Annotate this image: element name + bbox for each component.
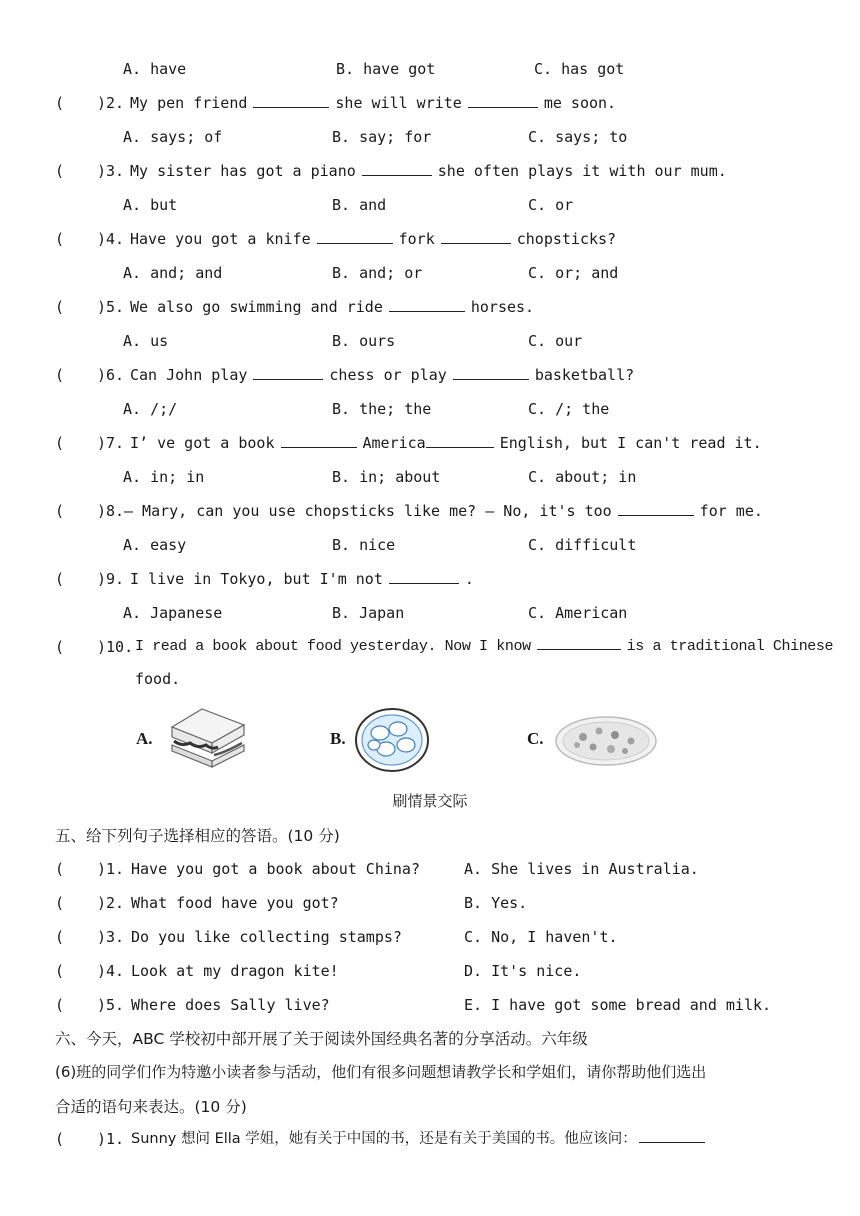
option-c: C. has got [534, 60, 625, 78]
q1-options [0, 52, 860, 86]
question-9-options [0, 596, 860, 630]
answer-blank[interactable] [281, 429, 357, 448]
answer-paren-open: ( [55, 860, 65, 878]
question-number: )1. [97, 860, 125, 878]
question-number: )5. [97, 298, 125, 316]
section-5-title: 五、给下列句子选择相应的答语。(10 分) [55, 827, 340, 845]
answer-paren-open: ( [55, 570, 65, 588]
answer-blank[interactable] [468, 89, 538, 108]
option-b: B. in; about [332, 468, 441, 486]
answer-blank[interactable] [389, 293, 465, 312]
option-b: B. nice [332, 536, 396, 554]
option-letter: C. [527, 729, 544, 748]
option-b: B. the; the [332, 400, 432, 418]
question-7-options [0, 460, 860, 494]
question-6-options [0, 392, 860, 426]
option-b: B. and [332, 196, 387, 214]
option-c: C. difficult [528, 536, 637, 554]
question-number: )4. [97, 962, 125, 980]
question-7 [0, 426, 860, 460]
answer-paren-open: ( [55, 928, 65, 946]
option-c: C. or [528, 196, 574, 214]
answer-blank[interactable] [389, 565, 459, 584]
answer-paren-open: ( [55, 1130, 65, 1148]
question-number: )3. [97, 162, 125, 180]
question-text: Do you like collecting stamps? [131, 928, 402, 946]
question-text: Where does Sally live? [131, 996, 330, 1014]
question-4 [0, 222, 860, 256]
question-stem: I live in Tokyo, but I'm not . [130, 562, 474, 596]
answer-paren-open: ( [55, 962, 65, 980]
answer-paren-open: ( [55, 894, 65, 912]
question-9 [0, 562, 860, 596]
question-10 [0, 630, 860, 664]
question-number: )2. [97, 94, 125, 112]
section-5-item [0, 852, 860, 886]
question-number: )10. [97, 638, 134, 656]
option-a: A. in; in [123, 468, 205, 486]
option-c: C. says; to [528, 128, 628, 146]
question-number: )1. [97, 1130, 125, 1148]
question-3 [0, 154, 860, 188]
option-a: A. but [123, 196, 178, 214]
question-5 [0, 290, 860, 324]
section-5-item [0, 886, 860, 920]
question-8-options [0, 528, 860, 562]
answer-paren-open: ( [55, 996, 65, 1014]
answer-option: B. Yes. [464, 894, 528, 912]
option-c: C. about; in [528, 468, 637, 486]
question-text: Look at my dragon kite! [131, 962, 339, 980]
picture-option-b [330, 705, 440, 775]
answer-paren-open: ( [55, 434, 65, 452]
question-3-options [0, 188, 860, 222]
question-stem: Have you got a knife fork chopsticks? [130, 222, 616, 256]
question-stem: I’ ve got a book America English, but I can't read it. [130, 426, 762, 460]
answer-blank[interactable] [537, 631, 621, 650]
answer-blank[interactable] [441, 225, 511, 244]
question-stem: My pen friend she will write me soon. [130, 86, 616, 120]
option-b: B. say; for [332, 128, 432, 146]
option-a: A. /;/ [123, 400, 178, 418]
section-6-intro-line-3: 合适的语句来表达。(10 分) [55, 1098, 247, 1116]
question-2 [0, 86, 860, 120]
section-5-item [0, 920, 860, 954]
question-number: )5. [97, 996, 125, 1014]
question-8 [0, 494, 860, 528]
answer-blank[interactable] [618, 497, 694, 516]
option-b: B. Japan [332, 604, 405, 622]
question-4-options [0, 256, 860, 290]
option-b: B. ours [332, 332, 396, 350]
question-number: )7. [97, 434, 125, 452]
option-a: A. and; and [123, 264, 223, 282]
question-stem: We also go swimming and ride horses. [130, 290, 534, 324]
question-stem: — Mary, can you use chopsticks like me? — No, it's too for me. [124, 494, 763, 528]
section-6-intro-line-1: 六、今天，ABC 学校初中部开展了关于阅读外国经典名著的分享活动。六年级 [55, 1030, 588, 1048]
answer-blank[interactable] [453, 361, 529, 380]
section-5-item [0, 988, 860, 1022]
option-letter: B. [330, 729, 346, 748]
answer-blank[interactable] [426, 429, 494, 448]
option-c: C. /; the [528, 400, 610, 418]
section-6-intro-line-2: (6)班的同学们作为特邀小读者参与活动，他们有很多问题想请教学长和学姐们，请你帮助他们选出 [55, 1063, 707, 1081]
answer-paren-open: ( [55, 230, 65, 248]
pizza-icon [553, 711, 659, 771]
answer-blank[interactable] [253, 361, 323, 380]
answer-blank[interactable] [253, 89, 329, 108]
question-text: Have you got a book about China? [131, 860, 420, 878]
answer-paren-open: ( [55, 162, 65, 180]
answer-paren-open: ( [55, 502, 65, 520]
option-c: C. American [528, 604, 628, 622]
question-stem: I read a book about food yesterday. Now I know is a traditional Chinese [135, 630, 833, 664]
section-6-item [0, 1122, 860, 1156]
option-letter: A. [136, 729, 153, 748]
question-text: What food have you got? [131, 894, 339, 912]
question-number: )9. [97, 570, 125, 588]
answer-paren-open: ( [55, 94, 65, 112]
picture-option-c [527, 705, 667, 775]
question-number: )8. [97, 502, 125, 520]
question-number: )3. [97, 928, 125, 946]
picture-option-a [134, 705, 254, 775]
question-10-continuation [0, 662, 860, 696]
section-caption: 刷情景交际 [392, 792, 468, 810]
question-text: Sunny 想问 Ella 学姐，她有关于中国的书，还是有关于美国的书。他应该问： [131, 1122, 711, 1156]
answer-paren-open: ( [55, 366, 65, 384]
question-number: )4. [97, 230, 125, 248]
answer-option: C. No, I haven't. [464, 928, 618, 946]
answer-option: D. It's nice. [464, 962, 582, 980]
question-stem-continued: food. [135, 670, 181, 688]
sandwich-icon [162, 705, 252, 771]
section-5-item [0, 954, 860, 988]
option-a: A. easy [123, 536, 187, 554]
question-5-options [0, 324, 860, 358]
option-a: A. Japanese [123, 604, 223, 622]
question-stem: My sister has got a piano she often plays it with our mum. [130, 154, 727, 188]
option-a: A. us [123, 332, 169, 350]
answer-option: E. I have got some bread and milk. [464, 996, 772, 1014]
option-b: B. have got [336, 60, 436, 78]
question-6 [0, 358, 860, 392]
dumplings-icon [352, 705, 432, 775]
option-a: A. says; of [123, 128, 223, 146]
question-2-options [0, 120, 860, 154]
answer-paren-open: ( [55, 638, 65, 656]
answer-blank[interactable] [639, 1124, 705, 1143]
answer-blank[interactable] [362, 157, 432, 176]
option-b: B. and; or [332, 264, 423, 282]
question-number: )6. [97, 366, 125, 384]
option-a: A. have [123, 60, 187, 78]
option-c: C. or; and [528, 264, 619, 282]
answer-paren-open: ( [55, 298, 65, 316]
question-number: )2. [97, 894, 125, 912]
answer-option: A. She lives in Australia. [464, 860, 699, 878]
option-c: C. our [528, 332, 583, 350]
answer-blank[interactable] [317, 225, 393, 244]
question-stem: Can John play chess or play basketball? [130, 358, 634, 392]
